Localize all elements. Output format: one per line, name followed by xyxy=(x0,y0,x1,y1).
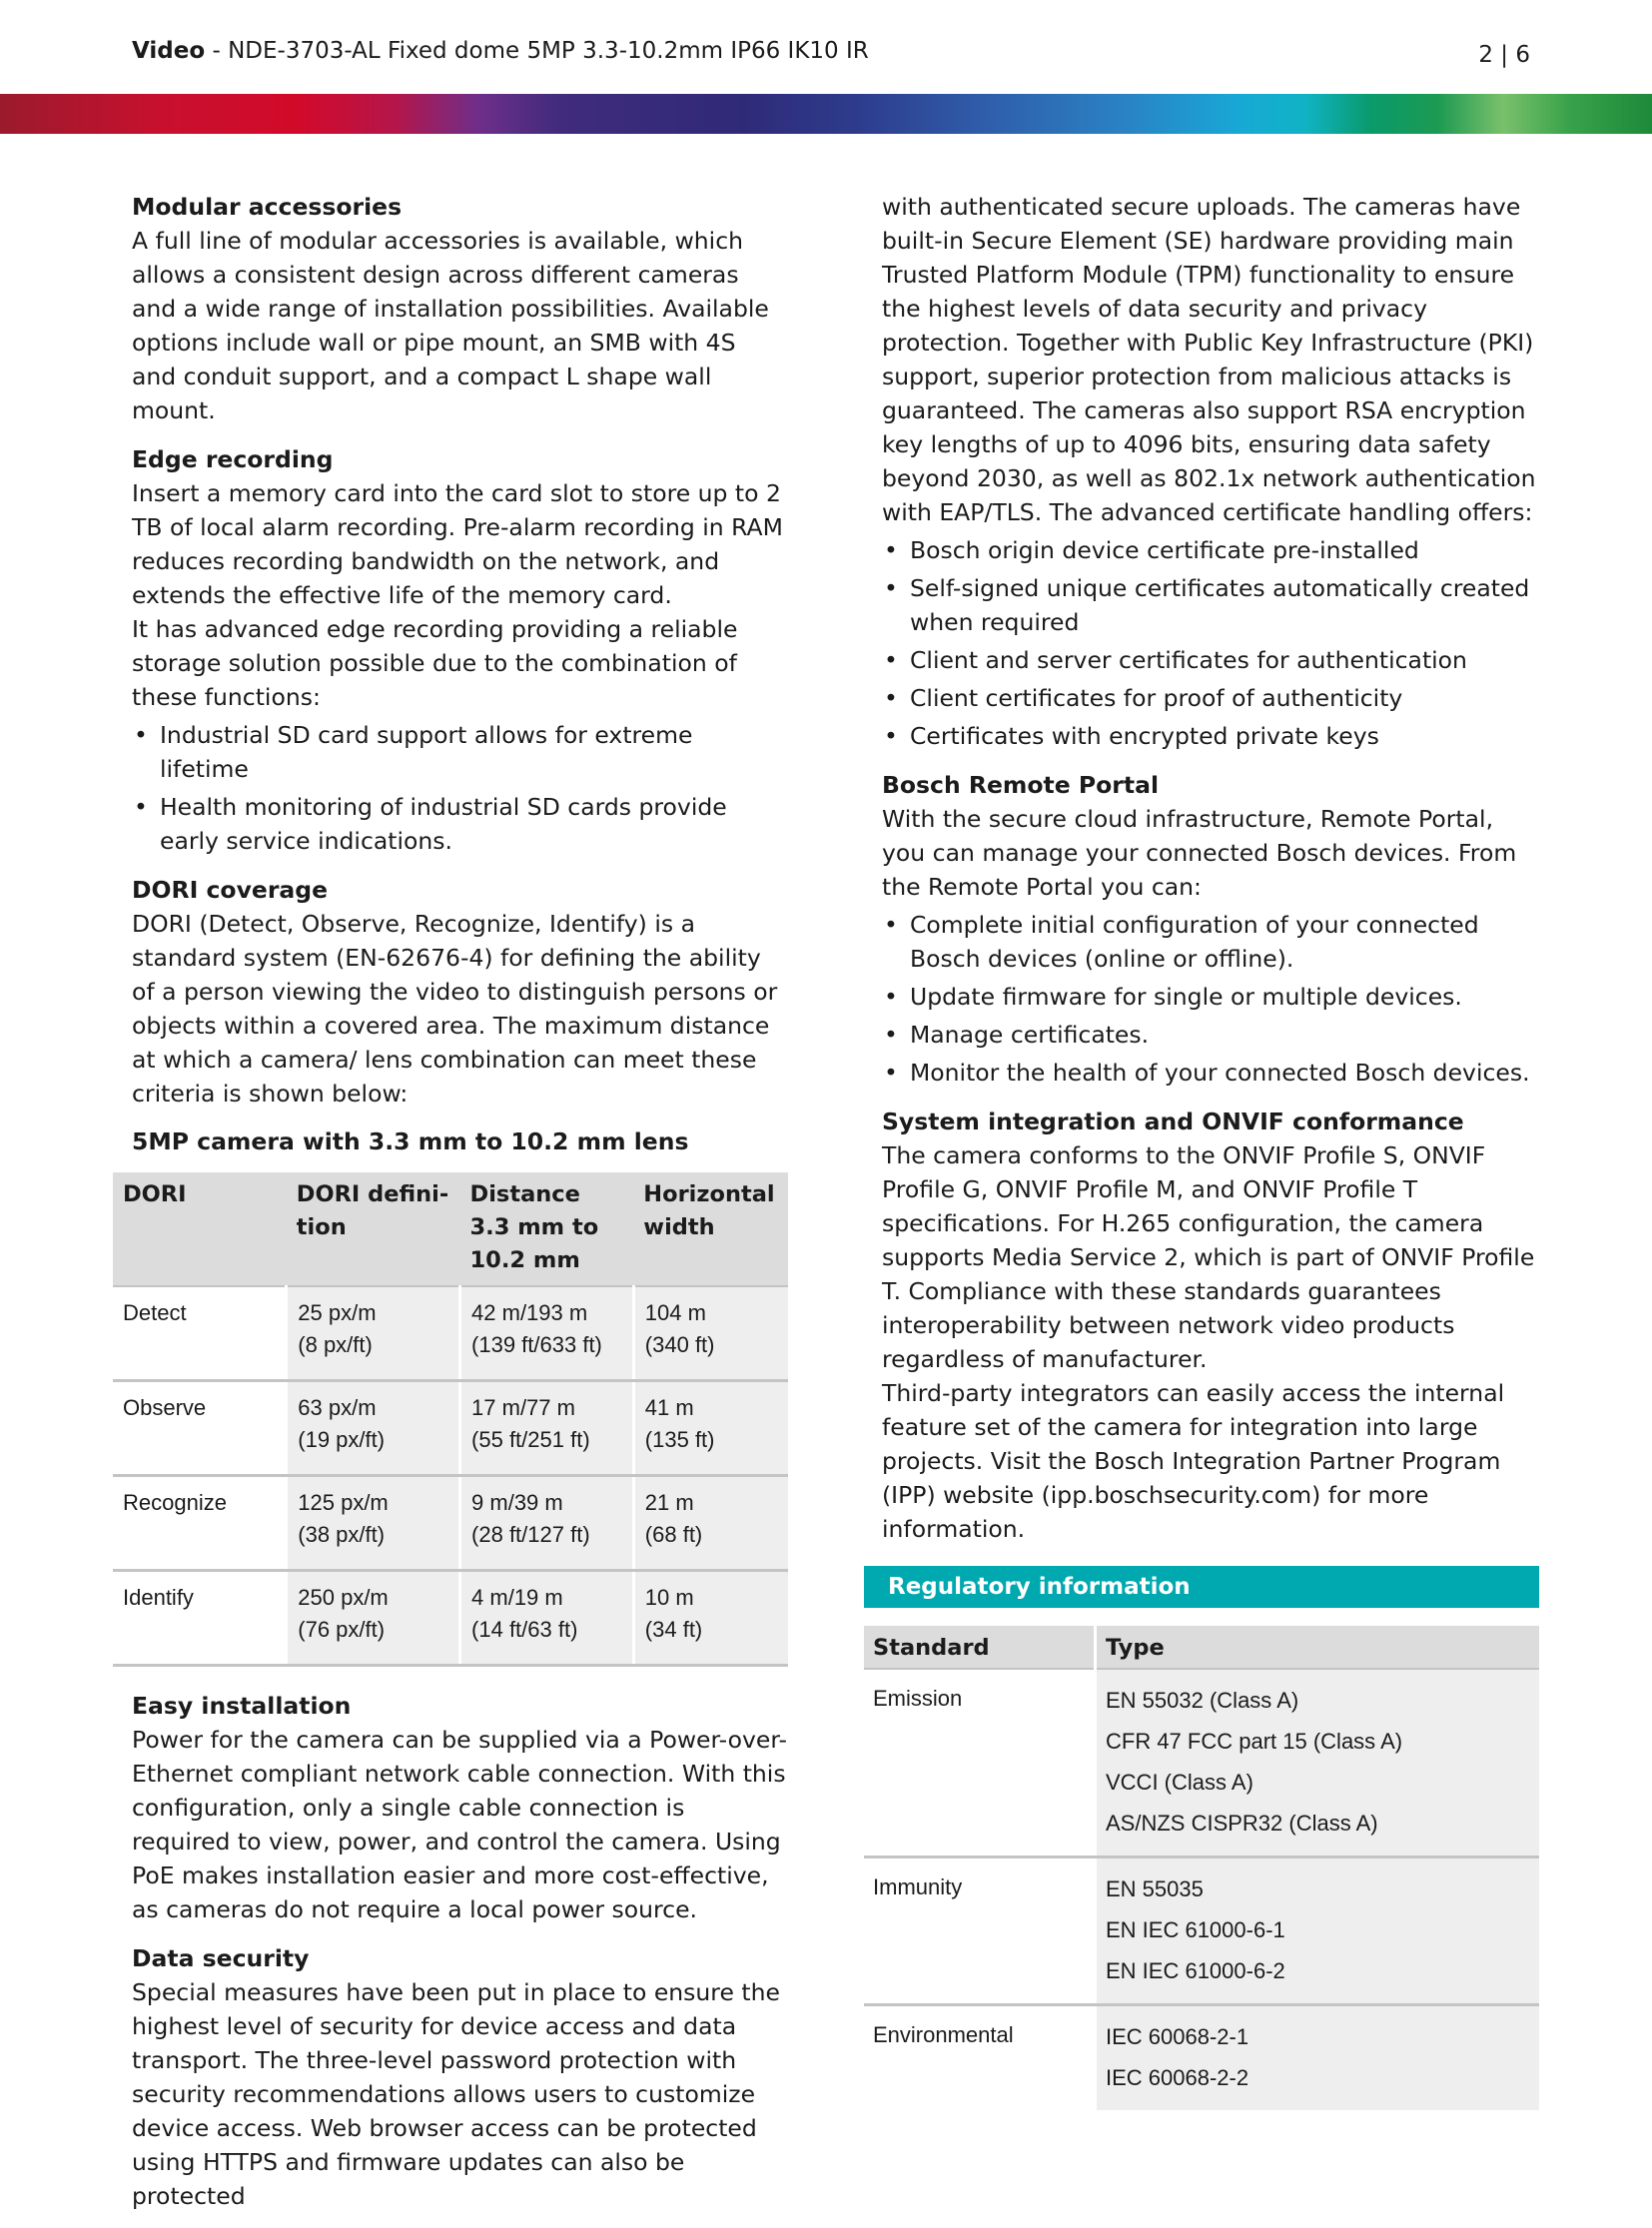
page-header xyxy=(132,38,1530,78)
value-metric: 25 px/m xyxy=(298,1300,377,1325)
value-metric: 17 m/77 m xyxy=(471,1395,575,1420)
list-item: • Industrial SD card support allows for extreme lifetime xyxy=(132,718,787,786)
section-data-security xyxy=(132,1941,787,2213)
section-data-security-continued xyxy=(882,190,1537,753)
right-column xyxy=(873,190,1537,2110)
type-item: IEC 60068-2-2 xyxy=(1106,2065,1249,2090)
value-metric: 250 px/m xyxy=(298,1585,389,1610)
section-heading: Easy installation xyxy=(132,1692,352,1720)
section-heading: Modular accessories xyxy=(132,193,403,221)
value-imperial: (8 px/ft) xyxy=(298,1332,373,1357)
list-item: • Self-signed unique certificates automatically created when required xyxy=(882,571,1537,639)
dori-definition xyxy=(287,1476,460,1571)
standard-name: Environmental xyxy=(864,2005,1096,2111)
table-row xyxy=(864,1669,1539,1857)
type-item: AS/NZS CISPR32 (Class A) xyxy=(1106,1811,1378,1836)
column-header: Horizontal width xyxy=(633,1172,788,1286)
left-column xyxy=(123,190,787,2228)
dori-width xyxy=(633,1381,788,1476)
type-item: EN 55035 xyxy=(1106,1876,1204,1901)
list-item: • Update firmware for single or multiple devices. xyxy=(882,980,1537,1014)
column-header: Standard xyxy=(864,1626,1096,1669)
list-item: • Health monitoring of industrial SD cards provide early service indications. xyxy=(132,790,787,858)
value-imperial: (135 ft) xyxy=(644,1427,715,1452)
column-header: DORI defini-tion xyxy=(287,1172,460,1286)
dori-level: Detect xyxy=(113,1286,287,1381)
section-edge-recording xyxy=(132,442,787,858)
value-imperial: (68 ft) xyxy=(644,1522,703,1547)
dori-distance xyxy=(460,1571,634,1666)
dori-distance xyxy=(460,1381,634,1476)
bullet-list xyxy=(882,908,1537,1090)
value-metric: 42 m/193 m xyxy=(471,1300,588,1325)
section-body: DORI (Detect, Observe, Recognize, Identify) is a standard system (EN-62676-4) for defining the ability of a person viewing the video to distinguish persons or objects within a covered area. The maximum distance at which a camera/ lens combination can meet these criteria is shown below: xyxy=(132,910,778,1108)
value-metric: 21 m xyxy=(644,1490,694,1515)
table-row xyxy=(864,1857,1539,2005)
dori-level: Identify xyxy=(113,1571,287,1666)
list-item: • Certificates with encrypted private keys xyxy=(882,719,1537,753)
column-header: DORI xyxy=(113,1172,287,1286)
list-item: • Client certificates for proof of authenticity xyxy=(882,681,1537,715)
section-body: With the secure cloud infrastructure, Remote Portal, you can manage your connected Bosch devices. From the Remote Portal you can: xyxy=(882,805,1517,901)
regulatory-table xyxy=(864,1626,1539,2110)
column-header: Type xyxy=(1096,1626,1540,1669)
dori-definition xyxy=(287,1381,460,1476)
standard-name: Emission xyxy=(864,1669,1096,1857)
section-modular-accessories xyxy=(132,190,787,427)
section-onvif xyxy=(882,1105,1537,1546)
section-body: It has advanced edge recording providing a reliable storage solution possible due to the combination of these functions: xyxy=(132,615,738,711)
standard-types xyxy=(1096,2005,1540,2111)
value-metric: 63 px/m xyxy=(298,1395,377,1420)
type-item: EN IEC 61000-6-1 xyxy=(1106,1917,1285,1942)
value-metric: 41 m xyxy=(644,1395,694,1420)
type-item: EN IEC 61000-6-2 xyxy=(1106,1958,1285,1983)
table-row xyxy=(864,2005,1539,2111)
section-heading: Bosch Remote Portal xyxy=(882,771,1160,799)
value-metric: 104 m xyxy=(644,1300,706,1325)
section-easy-installation xyxy=(132,1689,787,1926)
dori-table xyxy=(113,1172,788,1667)
value-metric: 125 px/m xyxy=(298,1490,389,1515)
value-metric: 10 m xyxy=(644,1585,694,1610)
section-body: A full line of modular accessories is available, which allows a consistent design across different cameras and a wide range of installation possibilities. Available options include wall or pipe mount, an SMB with 4S and conduit support, and a compact L shape wall mount. xyxy=(132,227,769,424)
dori-width xyxy=(633,1571,788,1666)
type-item: VCCI (Class A) xyxy=(1106,1770,1253,1795)
section-dori-coverage xyxy=(123,873,787,1667)
value-imperial: (76 px/ft) xyxy=(298,1617,386,1642)
dori-definition xyxy=(287,1286,460,1381)
section-remote-portal xyxy=(882,768,1537,1090)
type-item: EN 55032 (Class A) xyxy=(1106,1688,1299,1713)
value-metric: 9 m/39 m xyxy=(471,1490,563,1515)
value-imperial: (34 ft) xyxy=(644,1617,703,1642)
regulatory-title-bar: Regulatory information xyxy=(864,1566,1539,1608)
header-product-title: - NDE-3703-AL Fixed dome 5MP 3.3-10.2mm IP66 IK10 IR xyxy=(205,38,869,64)
section-heading: Data security xyxy=(132,1944,310,1972)
list-item: • Complete initial configuration of your connected Bosch devices (online or offline). xyxy=(882,908,1537,976)
table-row xyxy=(113,1381,788,1476)
dori-distance xyxy=(460,1286,634,1381)
color-band xyxy=(0,94,1652,134)
value-imperial: (19 px/ft) xyxy=(298,1427,386,1452)
dori-definition xyxy=(287,1571,460,1666)
value-imperial: (139 ft/633 ft) xyxy=(471,1332,602,1357)
value-imperial: (340 ft) xyxy=(644,1332,715,1357)
value-imperial: (38 px/ft) xyxy=(298,1522,386,1547)
table-row xyxy=(113,1476,788,1571)
list-item: • Client and server certificates for authentication xyxy=(882,643,1537,677)
dori-width xyxy=(633,1286,788,1381)
standard-name: Immunity xyxy=(864,1857,1096,2005)
column-header: Distance 3.3 mm to 10.2 mm xyxy=(460,1172,634,1286)
section-body: with authenticated secure uploads. The cameras have built-in Secure Element (SE) hardware providing main Trusted Platform Module (TPM) functionality to ensure the highest levels of data security and privacy protection. Together with Public Key Infrastructure (PKI) support, superior protection from malicious attacks is guaranteed. The cameras also support RSA encryption key lengths of up to 4096 bits, ensuring data safety beyond 2030, as well as 802.1x network authentication with EAP/TLS. The advanced certificate handling offers: xyxy=(882,193,1536,526)
dori-level: Observe xyxy=(113,1381,287,1476)
page-number: 2 | 6 xyxy=(1478,42,1530,68)
section-body: Power for the camera can be supplied via a Power-over-Ethernet compliant network cable connection. With this configuration, only a single cable connection is required to view, power, and control the camera. Using PoE makes installation easier and more cost-effective, as cameras do not require a local power source. xyxy=(132,1726,787,1923)
list-item: • Bosch origin device certificate pre-installed xyxy=(882,533,1537,567)
section-body: The camera conforms to the ONVIF Profile S, ONVIF Profile G, ONVIF Profile M, and ONVIF Profile T specifications. For H.265 configuration, the camera supports Media Service 2, which is part of ONVIF Profile T. Compliance with these standards guarantees interoperability between network video products regardless of manufacturer. xyxy=(882,1141,1535,1373)
list-item: • Manage certificates. xyxy=(882,1018,1537,1052)
dori-distance xyxy=(460,1476,634,1571)
bullet-list xyxy=(132,718,787,858)
value-imperial: (28 ft/127 ft) xyxy=(471,1522,590,1547)
table-row xyxy=(113,1571,788,1666)
table-caption: 5MP camera with 3.3 mm to 10.2 mm lens xyxy=(132,1127,689,1155)
table-header-row xyxy=(864,1626,1539,1669)
standard-types xyxy=(1096,1669,1540,1857)
type-item: CFR 47 FCC part 15 (Class A) xyxy=(1106,1729,1403,1754)
table-header-row xyxy=(113,1172,788,1286)
header-category: Video xyxy=(132,38,206,64)
value-imperial: (14 ft/63 ft) xyxy=(471,1617,578,1642)
dori-level: Recognize xyxy=(113,1476,287,1571)
section-body: Third-party integrators can easily access the internal feature set of the camera for integration into large projects. Visit the Bosch Integration Partner Program (IPP) website (ipp.boschsecurity.com) for more information. xyxy=(882,1379,1505,1543)
dori-width xyxy=(633,1476,788,1571)
section-body: Special measures have been put in place to ensure the highest level of security for device access and data transport. The three-level password protection with security recommendations allows users to customize device access. Web browser access can be protected using HTTPS and firmware updates can also be protected xyxy=(132,1978,780,2210)
type-item: IEC 60068-2-1 xyxy=(1106,2024,1249,2049)
bullet-list xyxy=(882,533,1537,753)
table-row xyxy=(113,1286,788,1381)
section-heading: Edge recording xyxy=(132,445,334,473)
section-body: Insert a memory card into the card slot to store up to 2 TB of local alarm recording. Pre-alarm recording in RAM reduces recording bandwidth on the network, and extends the effective life of the memory card. xyxy=(132,479,783,609)
value-metric: 4 m/19 m xyxy=(471,1585,563,1610)
section-heading: System integration and ONVIF conformance xyxy=(882,1108,1464,1135)
standard-types xyxy=(1096,1857,1540,2005)
list-item: • Monitor the health of your connected Bosch devices. xyxy=(882,1056,1537,1090)
section-heading: DORI coverage xyxy=(132,876,329,904)
value-imperial: (55 ft/251 ft) xyxy=(471,1427,590,1452)
